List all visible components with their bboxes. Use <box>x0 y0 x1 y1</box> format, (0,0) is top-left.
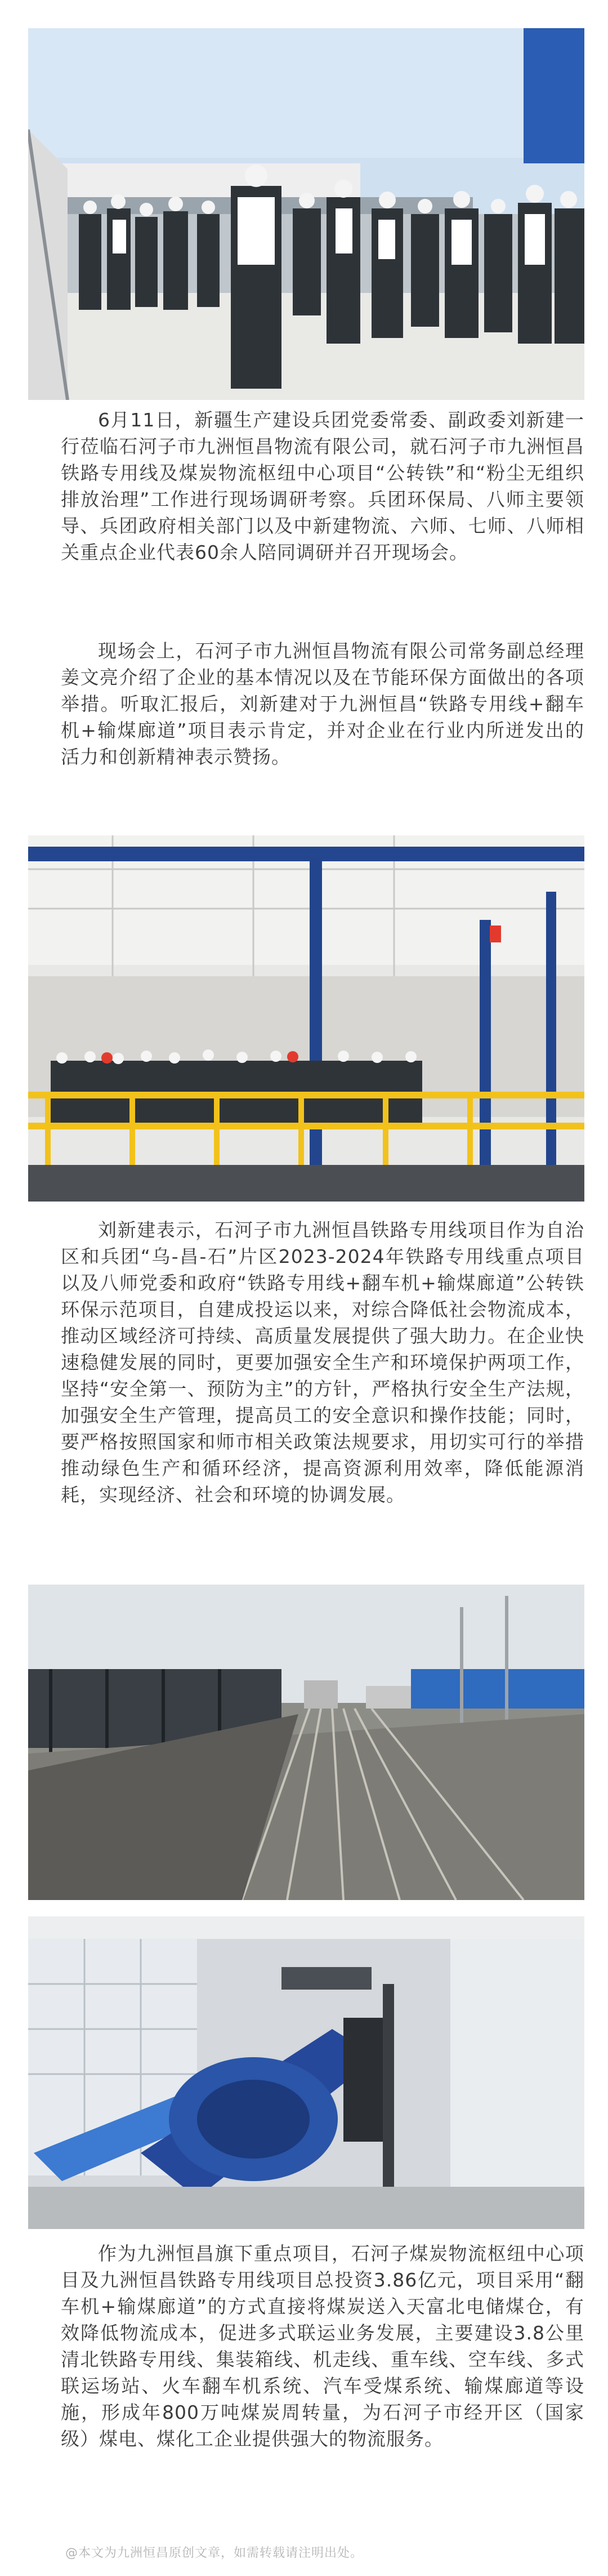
copyright-footnote: @本文为九洲恒昌原创文章，如需转载请注明出处。 <box>65 2546 364 2560</box>
photo-railway-tracks <box>28 1585 584 1900</box>
paragraph-4: 作为九洲恒昌旗下重点项目，石河子煤炭物流枢纽中心项目及九洲恒昌铁路专用线项目总投资3.86亿元，项目采用“翻车机+输煤廊道”的方式直接将煤炭送入天富北电储煤仓，有效降低物流成本，促进多式联运业务发展，主要建设3.8公里清北铁路专用线、集装箱线、机走线、重车线、空车线、多式联运场站、火车翻车机系统、汽车受煤系统、输煤廊道等设施，形成年800万吨煤炭周转量，为石河子市经开区（国家级）煤电、煤化工企业提供强大的物流服务。 <box>61 2243 584 2450</box>
photo-indoor-facility <box>28 835 584 1202</box>
paragraph-1: 6月11日，新疆生产建设兵团党委常委、副政委刘新建一行莅临石河子市九洲恒昌物流有限公司，就石河子市九洲恒昌铁路专用线及煤炭物流枢纽中心项目“公转铁”和“粉尘无组织排放治理”工作进行现场调研考察。兵团环保局、八师主要领导、兵团政府相关部门以及中新建物流、六师、七师、八师相关重点企业代表60余人陪同调研并召开现场会。 <box>61 409 584 563</box>
paragraph-2: 现场会上，石河子市九洲恒昌物流有限公司常务副总经理姜文亮介绍了企业的基本情况以及在节能环保方面做出的各项举措。听取汇报后，刘新建对于九洲恒昌“铁路专用线+翻车机+输煤廊道”项目表示肯定，并对企业在行业内所迸发出的活力和创新精神表示赞扬。 <box>61 640 584 768</box>
photo-car-dumper <box>28 1916 584 2229</box>
photo-site-visit <box>28 28 584 400</box>
paragraph-3: 刘新建表示，石河子市九洲恒昌铁路专用线项目作为自治区和兵团“乌-昌-石”片区2023-2024年铁路专用线重点项目以及八师党委和政府“铁路专用线+翻车机+输煤廊道”公转铁环保示范项目，自建成投运以来，对综合降低社会物流成本，推动区域经济可持续、高质量发展提供了强大助力。在企业快速稳健发展的同时，更要加强安全生产和环境保护两项工作，坚持“安全第一、预防为主”的方针，严格执行安全生产法规，加强安全生产管理，提高员工的安全意识和操作技能；同时，要严格按照国家和师市相关政策法规要求，用切实可行的举措推动绿色生产和循环经济，提高资源利用效率，降低能源消耗，实现经济、社会和环境的协调发展。 <box>61 1219 584 1506</box>
